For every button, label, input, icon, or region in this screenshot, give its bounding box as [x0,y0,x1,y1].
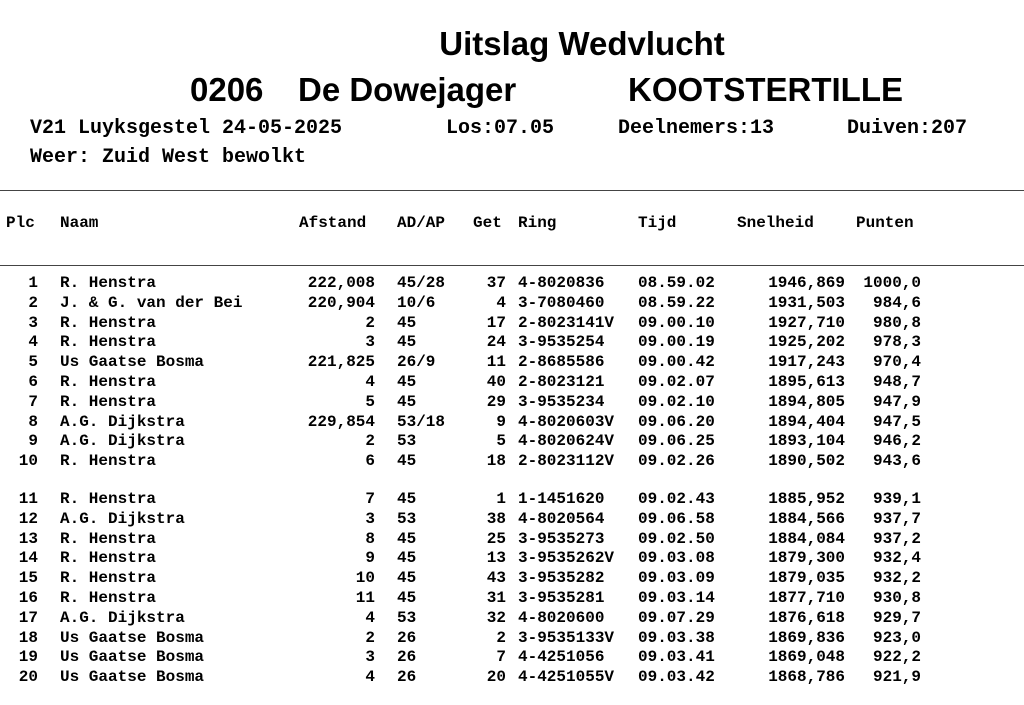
cell-punten: 939,1 [872,490,921,508]
table-row [0,392,1024,412]
cell-snelheid: 1931,503 [768,293,845,312]
cell-ring: 3-9535282 [518,569,605,588]
cell-tijd: 09.02.26 [638,452,715,471]
cell-snelheid: 1879,035 [768,569,845,588]
cell-ring: 2-8023121 [518,373,605,391]
cell-punten: 978,3 [872,333,921,352]
cell-plc: 15 [18,569,38,588]
cell-afstand: 220,904 [307,293,375,312]
table-row [0,352,1024,372]
cell-afstand: 2 [365,432,375,451]
cell-get: 5 [496,432,506,451]
cell-adap: 53 [397,608,417,627]
table-row [0,489,1024,509]
cell-get: 18 [486,452,506,471]
cell-punten: 1000,0 [863,274,921,292]
cell-get: 1 [496,490,506,508]
cell-tijd: 09.03.42 [638,668,715,687]
cell-get: 37 [486,274,506,292]
cell-afstand: 11 [355,589,375,607]
race-info: V21 Luyksgestel 24-05-2025 [30,117,343,140]
table-row [0,509,1024,529]
cell-adap: 26 [397,648,417,667]
cell-adap: 26/9 [397,353,436,372]
col-adap: AD/AP [397,214,446,232]
cell-snelheid: 1885,952 [768,490,845,508]
cell-ring: 4-8020624V [518,432,615,451]
table-row [0,273,1024,293]
cell-adap: 45 [397,549,417,568]
cell-tijd: 09.02.10 [638,392,715,411]
cell-snelheid: 1946,869 [768,274,845,292]
col-ring: Ring [518,214,557,232]
cell-tijd: 09.06.58 [638,509,715,528]
cell-ring: 2-8685586 [518,353,605,372]
cell-get: 25 [486,529,506,548]
club-name: De Dowejager [298,71,517,108]
cell-ring: 3-9535273 [518,529,605,548]
table-row [0,568,1024,588]
cell-afstand: 10 [355,569,375,588]
cell-adap: 26 [397,668,417,687]
cell-snelheid: 1893,104 [768,432,845,451]
cell-plc: 9 [28,432,38,451]
cell-get: 9 [496,412,506,431]
cell-afstand: 4 [365,668,375,687]
cell-punten: 946,2 [872,432,921,451]
cell-plc: 4 [28,333,38,352]
cell-adap: 10/6 [397,293,436,312]
cell-punten: 922,2 [872,648,921,667]
cell-punten: 943,6 [872,452,921,471]
cell-naam: J. & G. van der Bei [60,293,243,312]
cell-punten: 937,2 [872,529,921,548]
club-code: 0206 [190,71,264,108]
cell-get: 13 [486,549,506,568]
page-title: Uitslag Wedvlucht [439,25,725,62]
cell-ring: 3-9535254 [518,333,605,352]
cell-ring: 3-9535262V [518,549,615,568]
cell-naam: R. Henstra [60,392,157,411]
cell-punten: 984,6 [872,293,921,312]
cell-snelheid: 1894,805 [768,392,845,411]
table-row [0,647,1024,667]
cell-tijd: 09.03.41 [638,648,715,667]
cell-tijd: 09.03.09 [638,569,715,588]
cell-ring: 4-8020836 [518,274,605,292]
header-divider [0,265,1024,266]
cell-ring: 4-8020564 [518,509,605,528]
cell-naam: A.G. Dijkstra [60,432,185,451]
cell-tijd: 09.00.10 [638,313,715,332]
cell-plc: 14 [18,549,38,568]
cell-plc: 3 [28,313,38,332]
cell-plc: 1 [28,274,38,292]
table-row [0,548,1024,568]
cell-plc: 19 [18,648,38,667]
cell-get: 40 [486,373,506,391]
cell-get: 20 [486,668,506,687]
cell-get: 43 [486,569,506,588]
cell-naam: A.G. Dijkstra [60,412,185,431]
col-plc: Plc [6,214,35,232]
cell-snelheid: 1927,710 [768,313,845,332]
cell-adap: 53/18 [397,412,446,431]
cell-naam: A.G. Dijkstra [60,608,185,627]
cell-tijd: 08.59.22 [638,293,715,312]
participants-count: Deelnemers:13 [618,117,775,140]
cell-plc: 17 [18,608,38,627]
cell-get: 29 [486,392,506,411]
cell-afstand: 3 [365,333,375,352]
cell-tijd: 08.59.02 [638,274,715,292]
cell-naam: Us Gaatse Bosma [60,628,205,647]
cell-afstand: 2 [365,628,375,647]
cell-punten: 932,4 [872,549,921,568]
cell-adap: 45 [397,589,417,607]
cell-tijd: 09.02.50 [638,529,715,548]
cell-plc: 8 [28,412,38,431]
cell-adap: 53 [397,432,417,451]
cell-naam: R. Henstra [60,549,157,568]
cell-get: 38 [486,509,506,528]
cell-punten: 923,0 [872,628,921,647]
cell-adap: 45 [397,373,417,391]
cell-snelheid: 1868,786 [768,668,845,687]
cell-naam: R. Henstra [60,333,157,352]
cell-adap: 45 [397,569,417,588]
cell-snelheid: 1884,566 [768,509,845,528]
cell-ring: 4-8020600 [518,608,605,627]
cell-naam: R. Henstra [60,274,157,292]
cell-punten: 947,9 [872,392,921,411]
cell-adap: 45 [397,490,417,508]
cell-adap: 53 [397,509,417,528]
cell-snelheid: 1890,502 [768,452,845,471]
cell-afstand: 6 [365,452,375,471]
table-row [0,529,1024,549]
cell-get: 7 [496,648,506,667]
cell-tijd: 09.06.25 [638,432,715,451]
cell-plc: 2 [28,293,38,312]
cell-get: 11 [486,353,506,372]
cell-adap: 45 [397,529,417,548]
cell-naam: Us Gaatse Bosma [60,668,205,687]
table-row [0,412,1024,432]
cell-ring: 3-9535281 [518,589,605,607]
cell-punten: 921,9 [872,668,921,687]
cell-afstand: 8 [365,529,375,548]
cell-punten: 948,7 [872,373,921,391]
cell-tijd: 09.02.43 [638,490,715,508]
cell-naam: A.G. Dijkstra [60,509,185,528]
cell-punten: 930,8 [872,589,921,607]
cell-plc: 20 [18,668,38,687]
cell-plc: 12 [18,509,38,528]
cell-tijd: 09.00.42 [638,353,715,372]
top-divider [0,190,1024,191]
col-naam: Naam [60,214,99,232]
col-punten: Punten [856,214,914,232]
cell-afstand: 3 [365,648,375,667]
cell-afstand: 221,825 [307,353,375,372]
cell-snelheid: 1879,300 [768,549,845,568]
cell-afstand: 222,008 [307,274,375,292]
birds-count: Duiven:207 [847,117,968,140]
cell-snelheid: 1869,048 [768,648,845,667]
table-row [0,628,1024,648]
cell-adap: 45 [397,452,417,471]
cell-get: 17 [486,313,506,332]
table-row [0,451,1024,471]
cell-plc: 18 [18,628,38,647]
cell-get: 4 [496,293,506,312]
col-tijd: Tijd [638,214,677,232]
cell-naam: R. Henstra [60,373,157,391]
cell-plc: 6 [28,373,38,391]
cell-plc: 10 [18,452,38,471]
cell-punten: 929,7 [872,608,921,627]
cell-naam: R. Henstra [60,589,157,607]
cell-naam: R. Henstra [60,313,157,332]
cell-ring: 4-4251056 [518,648,605,667]
weather-info: Weer: Zuid West bewolkt [30,146,307,169]
cell-ring: 1-1451620 [518,490,605,508]
cell-ring: 3-9535133V [518,628,615,647]
cell-naam: Us Gaatse Bosma [60,648,205,667]
cell-punten: 932,2 [872,569,921,588]
cell-afstand: 4 [365,373,375,391]
table-row [0,608,1024,628]
cell-naam: R. Henstra [60,490,157,508]
cell-snelheid: 1884,084 [768,529,845,548]
cell-adap: 45/28 [397,274,446,292]
table-row [0,293,1024,313]
cell-punten: 937,7 [872,509,921,528]
cell-snelheid: 1925,202 [768,333,845,352]
cell-afstand: 3 [365,509,375,528]
cell-get: 32 [486,608,506,627]
cell-ring: 2-8023112V [518,452,615,471]
cell-afstand: 4 [365,608,375,627]
cell-plc: 13 [18,529,38,548]
cell-snelheid: 1917,243 [768,353,845,372]
cell-ring: 3-7080460 [518,293,605,312]
cell-afstand: 5 [365,392,375,411]
cell-adap: 45 [397,392,417,411]
cell-snelheid: 1894,404 [768,412,845,431]
cell-tijd: 09.03.38 [638,628,715,647]
cell-plc: 5 [28,353,38,372]
cell-naam: R. Henstra [60,452,157,471]
cell-get: 24 [486,333,506,352]
release-time: Los:07.05 [446,117,555,140]
table-row [0,332,1024,352]
cell-ring: 4-4251055V [518,668,615,687]
cell-afstand: 229,854 [307,412,375,431]
cell-afstand: 7 [365,490,375,508]
cell-snelheid: 1869,836 [768,628,845,647]
cell-plc: 11 [18,490,38,508]
cell-afstand: 9 [365,549,375,568]
cell-tijd: 09.03.08 [638,549,715,568]
table-row [0,588,1024,608]
col-snelheid: Snelheid [737,214,814,232]
col-get: Get [473,214,502,232]
cell-snelheid: 1895,613 [768,373,845,391]
cell-punten: 970,4 [872,353,921,372]
cell-naam: Us Gaatse Bosma [60,353,205,372]
cell-naam: R. Henstra [60,569,157,588]
cell-ring: 2-8023141V [518,313,615,332]
cell-punten: 947,5 [872,412,921,431]
cell-adap: 26 [397,628,417,647]
cell-adap: 45 [397,333,417,352]
cell-punten: 980,8 [872,313,921,332]
cell-naam: R. Henstra [60,529,157,548]
cell-tijd: 09.03.14 [638,589,715,607]
cell-adap: 45 [397,313,417,332]
table-row [0,431,1024,451]
table-row [0,372,1024,392]
cell-snelheid: 1876,618 [768,608,845,627]
cell-tijd: 09.02.07 [638,373,715,391]
race-location: KOOTSTERTILLE [628,71,903,108]
cell-get: 2 [496,628,506,647]
cell-tijd: 09.07.29 [638,608,715,627]
table-row [0,313,1024,333]
cell-plc: 7 [28,392,38,411]
table-row [0,667,1024,687]
cell-tijd: 09.00.19 [638,333,715,352]
cell-tijd: 09.06.20 [638,412,715,431]
col-afstand: Afstand [299,214,367,232]
cell-afstand: 2 [365,313,375,332]
cell-snelheid: 1877,710 [768,589,845,607]
cell-get: 31 [486,589,506,607]
cell-ring: 3-9535234 [518,392,605,411]
cell-plc: 16 [18,589,38,607]
cell-ring: 4-8020603V [518,412,615,431]
